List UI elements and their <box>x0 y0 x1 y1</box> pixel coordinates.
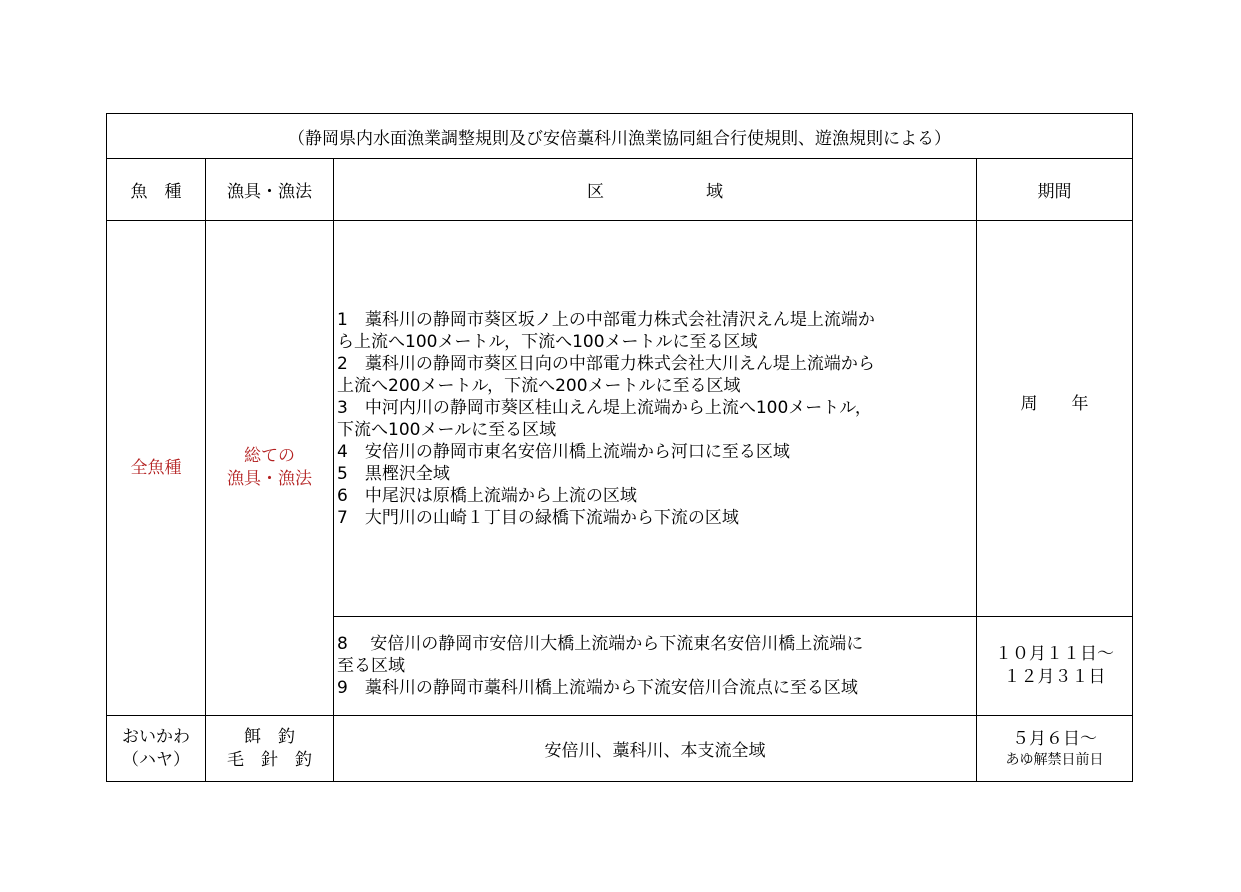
table-caption: （静岡県内水面漁業調整規則及び安倍藁科川漁業協同組合行使規則、遊漁規則による） <box>107 114 1133 159</box>
area-oikawa: 安倍川、藁科川、本支流全域 <box>334 716 977 782</box>
period-oct-dec-line2: １２月３１日 <box>1003 667 1106 687</box>
species-oikawa-line1: おいかわ <box>122 726 190 747</box>
area-line: 5 黒樫沢全域 <box>337 463 450 484</box>
regulation-table <box>106 113 1133 782</box>
period-all-year: 周 年 <box>977 221 1133 617</box>
species-oikawa <box>107 716 206 782</box>
header-gear: 漁具・漁法 <box>206 159 334 221</box>
area-line: 2 藁科川の静岡市葵区日向の中部電力株式会社大川えん堤上流端から <box>337 353 875 374</box>
gear-oikawa-line1: 餌 釣 <box>244 726 295 747</box>
area-line: 至る区域 <box>337 656 405 676</box>
gear-all-line2: 漁具・漁法 <box>227 469 312 489</box>
area-list-b <box>334 617 977 716</box>
area-list-a <box>334 221 977 617</box>
area-line: 6 中尾沢は原橋上流端から上流の区域 <box>337 485 637 506</box>
caption-row <box>107 114 1133 159</box>
header-period: 期間 <box>977 159 1133 221</box>
area-line: 上流へ200メートル，下流へ200メートルに至る区域 <box>337 375 741 396</box>
species-all: 全魚種 <box>107 221 206 716</box>
area-line: ら上流へ100メートル，下流へ100メートルに至る区域 <box>337 331 758 352</box>
gear-all-line1: 総ての <box>244 446 295 466</box>
species-oikawa-line2: （ハヤ） <box>122 749 190 770</box>
table-row-all-species-a <box>107 221 1133 617</box>
area-line: 8 安倍川の静岡市安倍川大橋上流端から下流東名安倍川橋上流端に <box>337 634 864 654</box>
gear-oikawa <box>206 716 334 782</box>
area-line: 7 大門川の山崎１丁目の緑橋下流端から下流の区域 <box>337 507 739 528</box>
header-species: 魚 種 <box>107 159 206 221</box>
gear-all <box>206 221 334 716</box>
area-line: 9 藁科川の静岡市藁科川橋上流端から下流安倍川合流点に至る区域 <box>337 678 858 698</box>
area-line: 3 中河内川の静岡市葵区桂山えん堤上流端から上流へ100メートル， <box>337 397 872 418</box>
period-oct-dec <box>977 617 1133 716</box>
period-oikawa <box>977 716 1133 782</box>
area-line: 1 藁科川の静岡市葵区坂ノ上の中部電力株式会社清沢えん堤上流端か <box>337 309 875 330</box>
header-row <box>107 159 1133 221</box>
gear-oikawa-line2: 毛 針 釣 <box>227 749 312 770</box>
header-area: 区 域 <box>334 159 977 221</box>
period-oikawa-line1: ５月６日～ <box>1012 728 1097 749</box>
period-oikawa-line2: あゆ解禁日前日 <box>1005 751 1104 768</box>
area-line: 下流へ100メールに至る区域 <box>337 419 557 440</box>
table-row-oikawa <box>107 716 1133 782</box>
area-line: 4 安倍川の静岡市東名安倍川橋上流端から河口に至る区域 <box>337 441 790 462</box>
period-oct-dec-line1: １０月１１日～ <box>995 644 1114 664</box>
